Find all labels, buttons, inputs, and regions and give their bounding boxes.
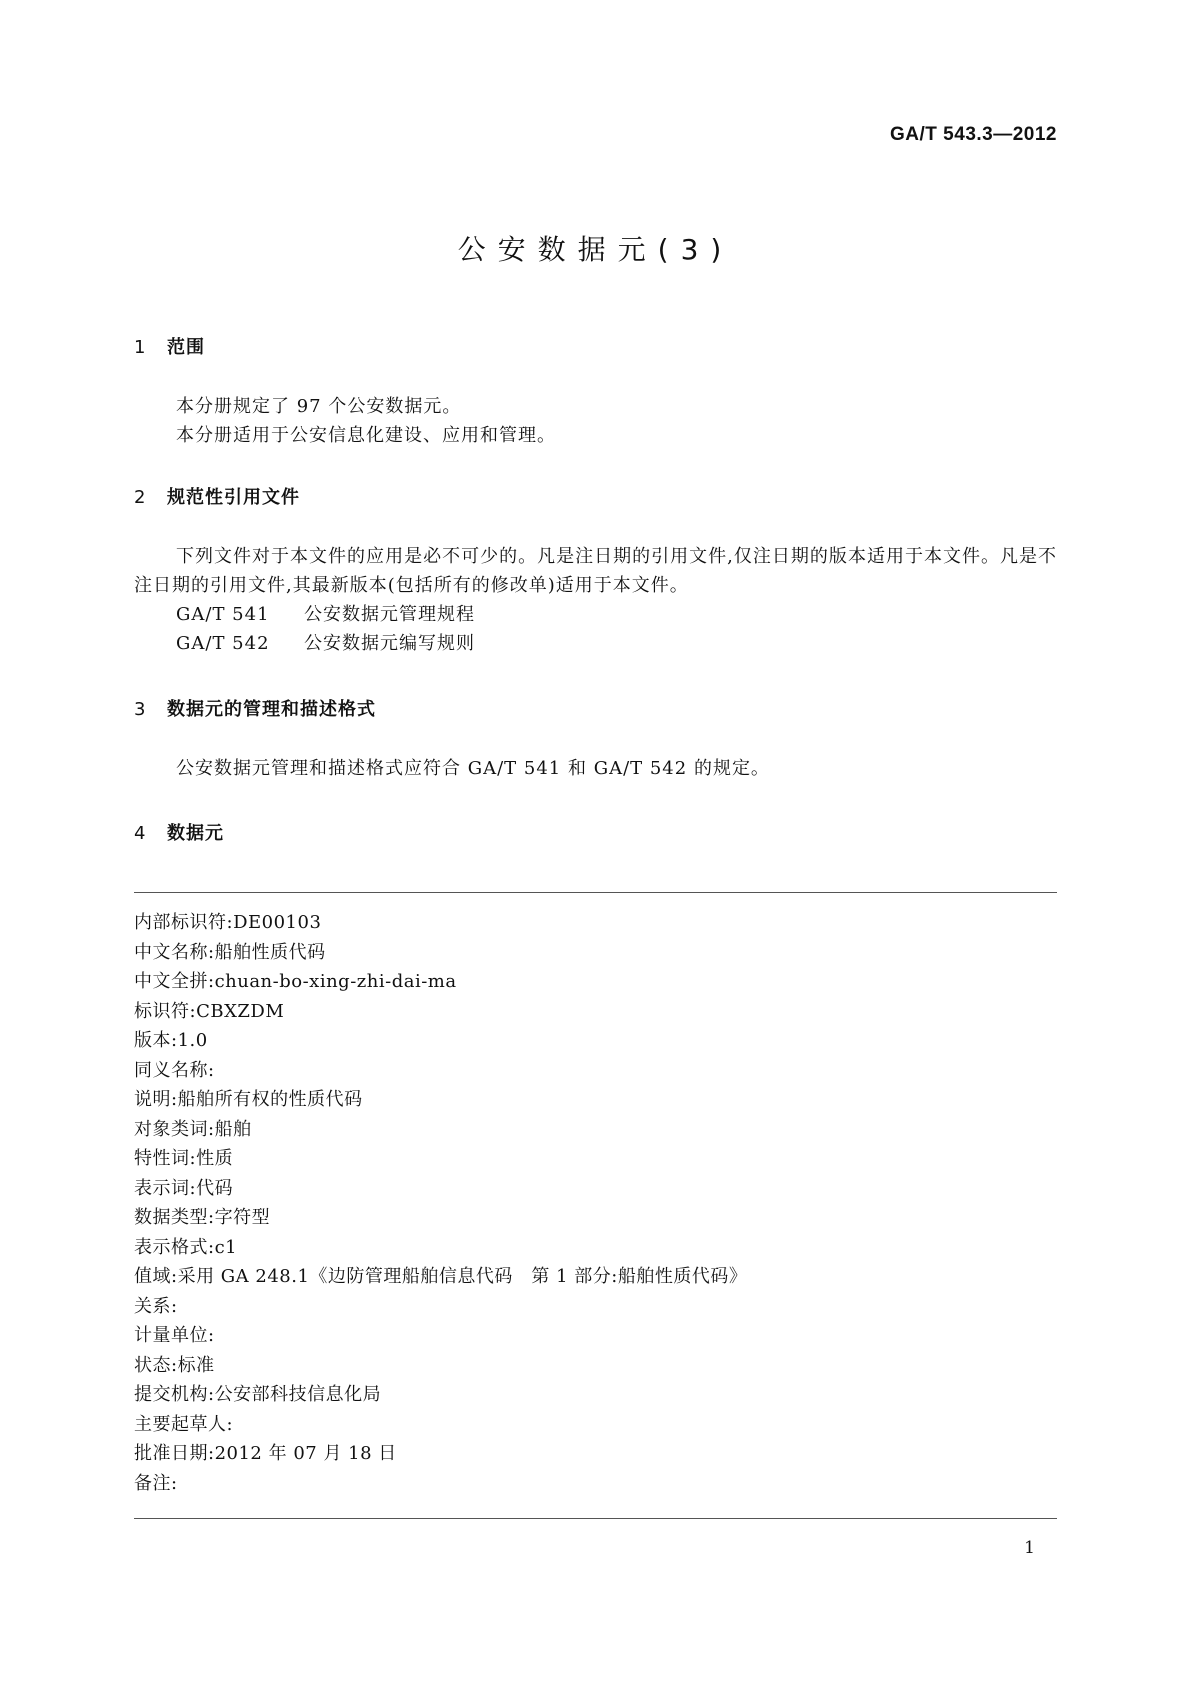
- record-field: 主要起草人:: [134, 1413, 234, 1435]
- section-heading: [134, 333, 1057, 363]
- reference-item: [134, 629, 1057, 658]
- reference-code: GA/T 542: [176, 633, 270, 654]
- section-title: 数据元: [167, 823, 224, 844]
- record-field: 计量单位:: [134, 1325, 215, 1346]
- reference-name: 公安数据元管理规程: [304, 604, 475, 625]
- section-number: 1: [134, 337, 147, 358]
- section-heading: [134, 695, 1057, 725]
- section-normative-references: [134, 483, 1057, 513]
- record-field: 批准日期:2012 年 07 月 18 日: [134, 1443, 397, 1464]
- section-number: 4: [134, 823, 147, 844]
- section-title: 范围: [167, 337, 205, 358]
- section-heading: [134, 483, 1057, 513]
- record-field: 提交机构:公安部科技信息化局: [134, 1384, 382, 1405]
- record-field: 状态:标准: [134, 1354, 215, 1376]
- section-scope: [134, 333, 1057, 363]
- section-normative-references-body: [134, 542, 1057, 658]
- standard-code: GA/T 543.3—2012: [890, 124, 1057, 145]
- record-top-rule: [134, 892, 1057, 893]
- reference-item: [134, 600, 1057, 629]
- section-data-elements: [134, 819, 1057, 849]
- record-field: 中文全拼:chuan-bo-xing-zhi-dai-ma: [134, 971, 457, 992]
- record-field: 标识符:CBXZDM: [134, 1000, 285, 1022]
- section-number: 2: [134, 487, 147, 508]
- record-field: 同义名称:: [134, 1059, 215, 1081]
- record-field: 表示词:代码: [134, 1177, 234, 1199]
- paragraph: 公安数据元管理和描述格式应符合 GA/T 541 和 GA/T 542 的规定。: [176, 758, 770, 779]
- record-field: 表示格式:c1: [134, 1236, 238, 1258]
- reference-code: GA/T 541: [176, 604, 270, 625]
- record-field: 对象类词:船舶: [134, 1118, 252, 1140]
- record-bottom-rule: [134, 1518, 1057, 1519]
- section-heading: [134, 819, 1057, 849]
- section-title: 规范性引用文件: [167, 487, 300, 508]
- section-number: 3: [134, 699, 147, 720]
- record-field: 版本:1.0: [134, 1030, 208, 1051]
- paragraph: 本分册适用于公安信息化建设、应用和管理。: [176, 425, 556, 446]
- reference-name: 公安数据元编写规则: [304, 633, 475, 654]
- record-field: 内部标识符:DE00103: [134, 912, 322, 933]
- paragraph: 本分册规定了 97 个公安数据元。: [176, 396, 462, 417]
- data-element-record: [134, 908, 1057, 1498]
- record-field: 中文名称:船舶性质代码: [134, 941, 326, 963]
- record-field: 特性词:性质: [134, 1148, 234, 1169]
- record-field: 说明:船舶所有权的性质代码: [134, 1089, 363, 1110]
- record-field: 关系:: [134, 1295, 178, 1317]
- record-field: 备注:: [134, 1472, 178, 1494]
- page-number: 1: [1024, 1538, 1035, 1558]
- paragraph: 下列文件对于本文件的应用是必不可少的。凡是注日期的引用文件,仅注日期的版本适用于本文件。凡是不注日期的引用文件,其最新版本(包括所有的修改单)适用于本文件。: [134, 546, 1057, 596]
- record-field: 数据类型:字符型: [134, 1207, 271, 1228]
- section-format-body: [134, 754, 1057, 783]
- document-title: 公安数据元(3): [457, 233, 734, 266]
- section-scope-body: [134, 392, 1057, 450]
- section-format: [134, 695, 1057, 725]
- section-title: 数据元的管理和描述格式: [167, 699, 376, 720]
- record-field: 值域:采用 GA 248.1《边防管理船舶信息代码 第 1 部分:船舶性质代码》: [134, 1266, 748, 1287]
